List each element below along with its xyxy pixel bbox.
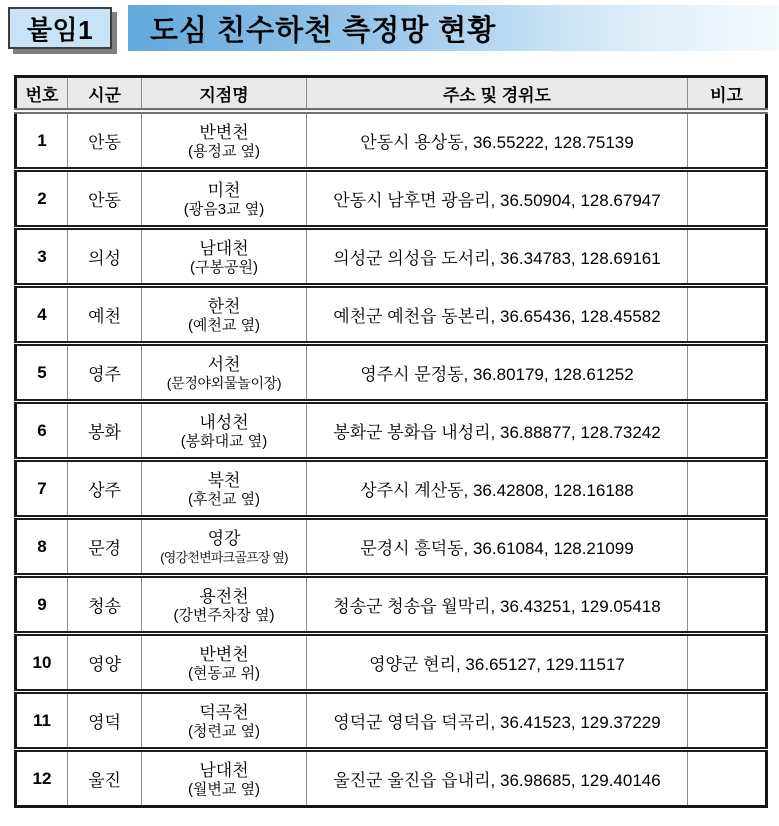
cell-station xyxy=(142,692,307,750)
station-location: (강변주차장 옆) xyxy=(173,606,275,624)
cell-address: 의성군 의성읍 도서리, 36.34783, 128.69161 xyxy=(307,228,688,286)
col-header-address: 주소 및 경위도 xyxy=(307,77,688,112)
cell-sigun: 의성 xyxy=(68,228,142,286)
table-row xyxy=(16,286,767,344)
cell-address: 문경시 흥덕동, 36.61084, 128.21099 xyxy=(307,518,688,576)
cell-note xyxy=(688,692,767,750)
cell-no: 12 xyxy=(16,750,68,807)
cell-station xyxy=(142,518,307,576)
col-header-no: 번호 xyxy=(16,77,68,112)
cell-station xyxy=(142,344,307,402)
cell-no: 2 xyxy=(16,170,68,228)
station-name: 서천 xyxy=(207,354,241,374)
cell-sigun: 영양 xyxy=(68,634,142,692)
cell-station xyxy=(142,402,307,460)
title-bar xyxy=(128,5,779,51)
cell-sigun: 영주 xyxy=(68,344,142,402)
station-name: 반변천 xyxy=(199,122,249,142)
cell-address: 봉화군 봉화읍 내성리, 36.88877, 128.73242 xyxy=(307,402,688,460)
table-row xyxy=(16,228,767,286)
cell-note xyxy=(688,286,767,344)
cell-station xyxy=(142,170,307,228)
station-location: (광음3교 옆) xyxy=(183,200,265,218)
cell-note xyxy=(688,402,767,460)
cell-address: 안동시 남후면 광음리, 36.50904, 128.67947 xyxy=(307,170,688,228)
cell-address: 청송군 청송읍 월막리, 36.43251, 129.05418 xyxy=(307,576,688,634)
cell-note xyxy=(688,460,767,518)
cell-address: 예천군 예천읍 동본리, 36.65436, 128.45582 xyxy=(307,286,688,344)
cell-no: 1 xyxy=(16,111,68,170)
cell-no: 8 xyxy=(16,518,68,576)
station-name: 남대천 xyxy=(199,238,249,258)
cell-no: 4 xyxy=(16,286,68,344)
table-row xyxy=(16,518,767,576)
cell-note xyxy=(688,344,767,402)
cell-sigun: 울진 xyxy=(68,750,142,807)
cell-station xyxy=(142,750,307,807)
cell-note xyxy=(688,170,767,228)
cell-no: 10 xyxy=(16,634,68,692)
cell-no: 5 xyxy=(16,344,68,402)
station-location: (봉화대교 옆) xyxy=(180,432,268,450)
table-row xyxy=(16,576,767,634)
cell-station xyxy=(142,228,307,286)
cell-no: 7 xyxy=(16,460,68,518)
table-header-row xyxy=(16,77,767,112)
cell-station xyxy=(142,634,307,692)
cell-address: 영양군 현리, 36.65127, 129.11517 xyxy=(307,634,688,692)
cell-sigun: 상주 xyxy=(68,460,142,518)
cell-note xyxy=(688,518,767,576)
station-name: 용전천 xyxy=(199,586,249,606)
cell-sigun: 안동 xyxy=(68,111,142,170)
station-name: 한천 xyxy=(207,296,241,316)
table-row xyxy=(16,344,767,402)
station-location: (청련교 옆) xyxy=(187,722,261,740)
cell-address: 안동시 용상동, 36.55222, 128.75139 xyxy=(307,111,688,170)
station-name: 내성천 xyxy=(199,412,249,432)
station-location: (월변교 옆) xyxy=(187,780,261,798)
station-name: 남대천 xyxy=(199,760,249,780)
table-row xyxy=(16,750,767,807)
table-row xyxy=(16,634,767,692)
col-header-sigun: 시군 xyxy=(68,77,142,112)
cell-no: 6 xyxy=(16,402,68,460)
station-name: 반변천 xyxy=(199,644,249,664)
cell-sigun: 영덕 xyxy=(68,692,142,750)
cell-sigun: 안동 xyxy=(68,170,142,228)
cell-sigun: 봉화 xyxy=(68,402,142,460)
cell-address: 영주시 문정동, 36.80179, 128.61252 xyxy=(307,344,688,402)
cell-no: 3 xyxy=(16,228,68,286)
cell-note xyxy=(688,111,767,170)
cell-note xyxy=(688,228,767,286)
table-row xyxy=(16,460,767,518)
station-location: (용정교 옆) xyxy=(187,142,261,160)
cell-address: 영덕군 영덕읍 덕곡리, 36.41523, 129.37229 xyxy=(307,692,688,750)
col-header-note: 비고 xyxy=(688,77,767,112)
table-row xyxy=(16,170,767,228)
table-row xyxy=(16,692,767,750)
table-row xyxy=(16,402,767,460)
table-row xyxy=(16,111,767,170)
cell-sigun: 문경 xyxy=(68,518,142,576)
cell-address: 울진군 울진읍 읍내리, 36.98685, 129.40146 xyxy=(307,750,688,807)
cell-station xyxy=(142,111,307,170)
cell-no: 11 xyxy=(16,692,68,750)
cell-sigun: 예천 xyxy=(68,286,142,344)
station-name: 덕곡천 xyxy=(199,702,249,722)
attachment-badge: 붙임1 xyxy=(8,7,112,49)
station-location: (구봉공원) xyxy=(190,258,258,276)
cell-sigun: 청송 xyxy=(68,576,142,634)
cell-station xyxy=(142,576,307,634)
page-title: 도심 친수하천 측정망 현황 xyxy=(150,14,497,47)
station-location: (현동교 위) xyxy=(187,664,261,682)
col-header-station: 지점명 xyxy=(142,77,307,112)
cell-note xyxy=(688,750,767,807)
station-location: (문정야외물놀이장) xyxy=(166,374,282,391)
cell-station xyxy=(142,460,307,518)
measurement-station-table xyxy=(14,75,768,808)
station-location: (예천교 옆) xyxy=(187,316,261,334)
cell-address: 상주시 계산동, 36.42808, 128.16188 xyxy=(307,460,688,518)
cell-note xyxy=(688,576,767,634)
cell-station xyxy=(142,286,307,344)
station-name: 미천 xyxy=(207,180,241,200)
cell-no: 9 xyxy=(16,576,68,634)
cell-note xyxy=(688,634,767,692)
station-location: (후천교 옆) xyxy=(187,490,261,508)
station-location: (영강천변파크골프장 옆) xyxy=(160,549,288,565)
station-name: 북천 xyxy=(207,470,241,490)
station-name: 영강 xyxy=(207,528,241,548)
